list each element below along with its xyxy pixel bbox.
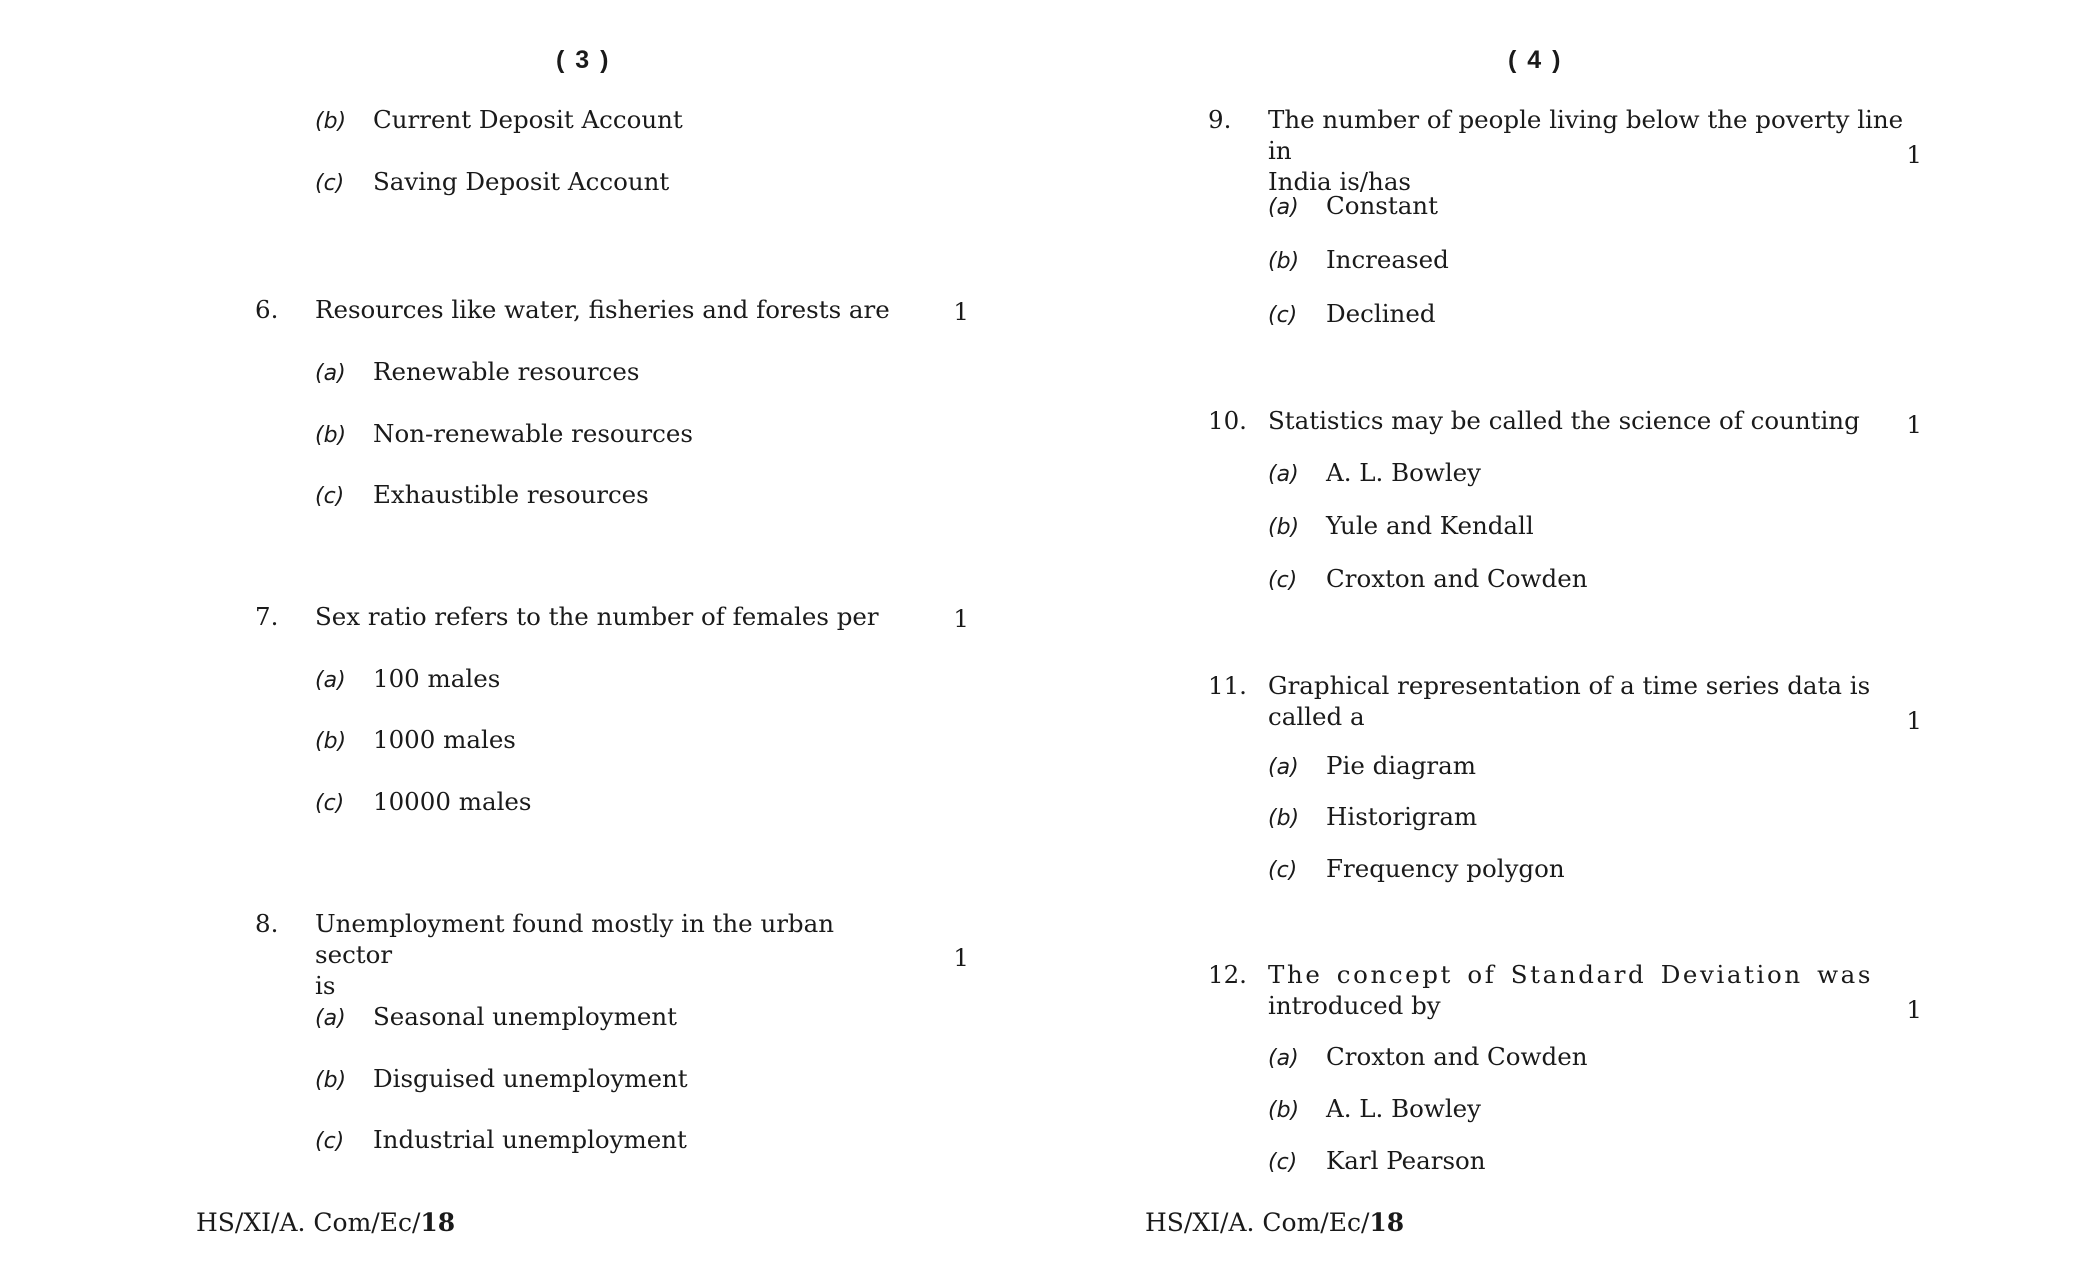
option-label: (c) bbox=[315, 791, 345, 816]
option-label: (a) bbox=[1268, 195, 1299, 220]
option-a-q11 bbox=[1268, 750, 1476, 783]
question-stem-line: is bbox=[315, 971, 336, 1000]
option-text: 100 males bbox=[373, 664, 501, 693]
option-c-q8 bbox=[315, 1124, 687, 1157]
option-text: Karl Pearson bbox=[1326, 1146, 1486, 1175]
option-text: Disguised unemployment bbox=[373, 1064, 688, 1093]
option-label: (a) bbox=[315, 1006, 346, 1031]
option-label: (b) bbox=[1268, 806, 1300, 831]
footer-code: HS/XI/A. Com/Ec/ bbox=[196, 1208, 421, 1237]
question-stem-line: Unemployment found mostly in the urban sector bbox=[315, 909, 834, 969]
question-stem bbox=[1268, 959, 1888, 1021]
option-text: 1000 males bbox=[373, 725, 516, 754]
option-a-q6 bbox=[315, 356, 639, 389]
option-a-q12 bbox=[1268, 1041, 1587, 1074]
option-text: Yule and Kendall bbox=[1326, 511, 1534, 540]
option-c-q5 bbox=[315, 166, 669, 199]
question-number: 7. bbox=[255, 602, 279, 631]
question-stem-line: Graphical representation of a time series data is bbox=[1268, 671, 1871, 700]
option-text: Frequency polygon bbox=[1326, 854, 1565, 883]
option-a-q9 bbox=[1268, 190, 1438, 223]
option-label: (c) bbox=[1268, 1150, 1298, 1175]
question-number: 12. bbox=[1208, 960, 1247, 989]
question-stem-line: The number of people living below the poverty line in bbox=[1268, 105, 1904, 165]
option-label: (c) bbox=[1268, 858, 1298, 883]
page-number-left: ( 3 ) bbox=[556, 46, 611, 74]
question-marks: 1 bbox=[953, 943, 969, 972]
option-b-q6 bbox=[315, 418, 693, 451]
question-stem-line: India is/has bbox=[1268, 167, 1411, 196]
question-9 bbox=[1208, 104, 1922, 196]
question-number: 9. bbox=[1208, 105, 1232, 134]
option-c-q10 bbox=[1268, 563, 1587, 596]
option-b-q11 bbox=[1268, 801, 1477, 834]
option-text: Declined bbox=[1326, 299, 1436, 328]
option-text: Current Deposit Account bbox=[373, 105, 683, 134]
question-8 bbox=[255, 908, 969, 1000]
option-c-q12 bbox=[1268, 1145, 1486, 1178]
option-text: Historigram bbox=[1326, 802, 1478, 831]
option-label: (c) bbox=[1268, 303, 1298, 328]
option-a-q8 bbox=[315, 1001, 677, 1034]
question-number: 11. bbox=[1208, 671, 1247, 700]
option-label: (a) bbox=[315, 361, 346, 386]
footer-page-total: 18 bbox=[420, 1208, 456, 1237]
option-label: (a) bbox=[1268, 1046, 1299, 1071]
option-b-q9 bbox=[1268, 244, 1449, 277]
option-b-q5 bbox=[315, 104, 683, 137]
question-stem-line: The concept of Standard Deviation was bbox=[1268, 960, 1874, 989]
option-text: 10000 males bbox=[373, 787, 532, 816]
question-marks: 1 bbox=[953, 604, 969, 633]
option-c-q11 bbox=[1268, 853, 1565, 886]
footer-code-right bbox=[1145, 1208, 1404, 1237]
option-label: (a) bbox=[315, 668, 346, 693]
option-b-q12 bbox=[1268, 1093, 1481, 1126]
option-label: (b) bbox=[315, 423, 347, 448]
question-number: 6. bbox=[255, 295, 279, 324]
option-text: Pie diagram bbox=[1326, 751, 1476, 780]
question-number: 8. bbox=[255, 909, 279, 938]
footer-code: HS/XI/A. Com/Ec/ bbox=[1145, 1208, 1370, 1237]
question-stem: Resources like water, fisheries and forests are bbox=[315, 295, 890, 324]
option-label: (b) bbox=[315, 729, 347, 754]
question-11 bbox=[1208, 670, 1922, 735]
option-label: (a) bbox=[1268, 755, 1299, 780]
question-stem-line: called a bbox=[1268, 702, 1365, 731]
option-label: (b) bbox=[1268, 249, 1300, 274]
option-label: (c) bbox=[315, 484, 345, 509]
option-b-q8 bbox=[315, 1063, 688, 1096]
question-marks: 1 bbox=[1906, 140, 1922, 169]
option-c-q7 bbox=[315, 786, 531, 819]
option-label: (b) bbox=[1268, 515, 1300, 540]
option-label: (b) bbox=[315, 1068, 347, 1093]
option-c-q9 bbox=[1268, 298, 1436, 331]
option-text: Exhaustible resources bbox=[373, 480, 649, 509]
option-text: A. L. Bowley bbox=[1326, 458, 1482, 487]
option-label: (c) bbox=[1268, 568, 1298, 593]
question-stem bbox=[1268, 104, 1928, 197]
option-label: (b) bbox=[315, 109, 347, 134]
question-stem-line: introduced by bbox=[1268, 991, 1441, 1020]
option-b-q7 bbox=[315, 724, 516, 757]
option-text: Saving Deposit Account bbox=[373, 167, 670, 196]
option-text: Constant bbox=[1326, 191, 1438, 220]
option-text: Industrial unemployment bbox=[373, 1125, 687, 1154]
option-text: Increased bbox=[1326, 245, 1449, 274]
option-text: Renewable resources bbox=[373, 357, 640, 386]
option-label: (a) bbox=[1268, 462, 1299, 487]
question-12 bbox=[1208, 959, 1922, 1024]
option-text: Croxton and Cowden bbox=[1326, 1042, 1588, 1071]
question-number: 10. bbox=[1208, 406, 1247, 435]
question-stem: Statistics may be called the science of counting bbox=[1268, 406, 1860, 435]
option-label: (c) bbox=[315, 1129, 345, 1154]
option-label: (b) bbox=[1268, 1098, 1300, 1123]
question-stem bbox=[1268, 670, 1888, 732]
question-marks: 1 bbox=[1906, 410, 1922, 439]
option-b-q10 bbox=[1268, 510, 1534, 543]
option-c-q6 bbox=[315, 479, 649, 512]
option-a-q7 bbox=[315, 663, 500, 696]
footer-page-total: 18 bbox=[1369, 1208, 1405, 1237]
question-stem: Sex ratio refers to the number of females per bbox=[315, 602, 879, 631]
question-marks: 1 bbox=[1906, 995, 1922, 1024]
page-number-right: ( 4 ) bbox=[1508, 46, 1563, 74]
option-text: A. L. Bowley bbox=[1326, 1094, 1482, 1123]
footer-code-left bbox=[196, 1208, 455, 1237]
option-label: (c) bbox=[315, 171, 345, 196]
option-text: Croxton and Cowden bbox=[1326, 564, 1588, 593]
question-marks: 1 bbox=[953, 297, 969, 326]
option-text: Non-renewable resources bbox=[373, 419, 693, 448]
option-a-q10 bbox=[1268, 457, 1481, 490]
question-stem bbox=[315, 908, 915, 1001]
option-text: Seasonal unemployment bbox=[373, 1002, 677, 1031]
question-marks: 1 bbox=[1906, 706, 1922, 735]
